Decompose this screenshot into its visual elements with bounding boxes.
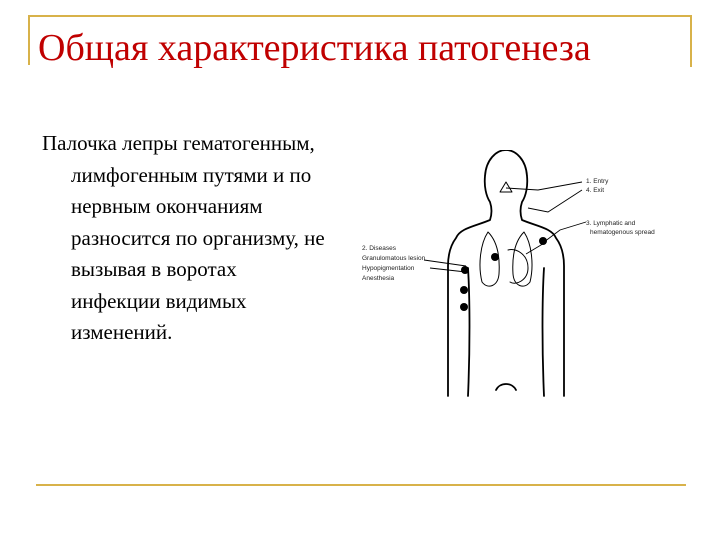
lesion-dot-arm-2 bbox=[460, 286, 468, 294]
frame-left-line bbox=[28, 15, 30, 65]
lesion-dot-arm-1 bbox=[461, 266, 469, 274]
lesion-dot-shoulder bbox=[539, 237, 547, 245]
label-disease-heading: 2. Diseases bbox=[362, 245, 396, 252]
body-diagram bbox=[338, 150, 680, 405]
inner-arm-right bbox=[543, 268, 545, 396]
heart bbox=[508, 250, 528, 284]
label-disease-2: Hypopigmentation bbox=[362, 265, 415, 272]
lesion-dot-chest bbox=[491, 253, 499, 261]
lesion-dots bbox=[460, 237, 547, 311]
pointer-entry bbox=[506, 182, 582, 190]
lung-right bbox=[513, 232, 532, 286]
body-text: Палочка лепры гематогенным, лимфогенным путями и по нервным окончаниям разносится по организму, не вызывая в воротах инфекции видимых изменений. bbox=[42, 131, 325, 344]
pointer-disease1 bbox=[424, 260, 466, 266]
inner-arm-left bbox=[468, 268, 470, 396]
frame-top-line bbox=[28, 15, 692, 17]
label-disease-1: Granulomatous lesion bbox=[362, 255, 426, 262]
body-outline-left bbox=[448, 150, 506, 396]
label-spread-2: hematogenous spread bbox=[590, 229, 655, 236]
groin-line bbox=[496, 384, 516, 390]
lesion-dot-arm-3 bbox=[460, 303, 468, 311]
frame-right-line bbox=[690, 15, 692, 67]
pointer-exit bbox=[528, 190, 582, 212]
label-disease-3: Anesthesia bbox=[362, 275, 395, 282]
label-spread-1: 3. Lymphatic and bbox=[586, 220, 636, 227]
slide-title: Общая характеристика патогенеза bbox=[38, 27, 591, 69]
nose-triangle bbox=[500, 182, 512, 192]
frame-bottom-line bbox=[36, 484, 686, 486]
body-outline-svg bbox=[338, 150, 680, 405]
label-entry: 1. Entry bbox=[586, 178, 609, 185]
label-exit: 4. Exit bbox=[586, 187, 605, 194]
